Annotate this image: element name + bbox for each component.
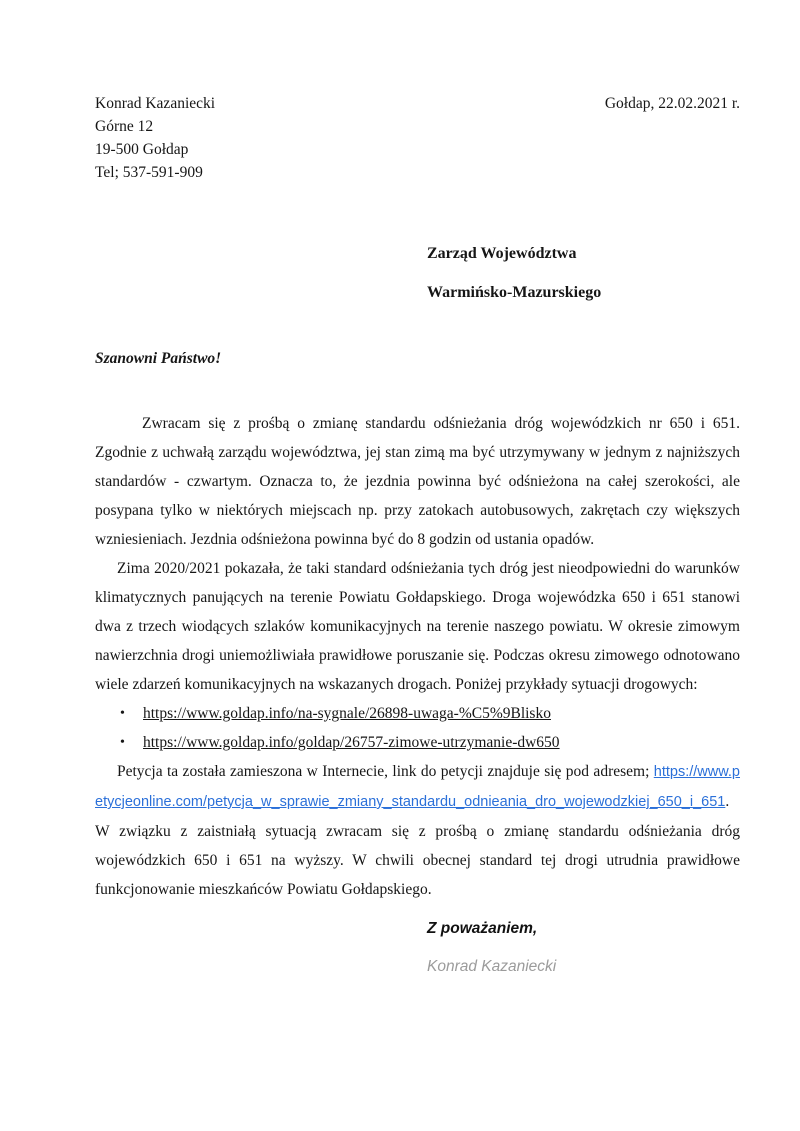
paragraph-3 — [95, 757, 740, 904]
goldap-news-link-2[interactable]: https://www.goldap.info/goldap/26757-zimowe-utrzymanie-dw650 — [143, 734, 560, 751]
bullet-item-2 — [95, 728, 740, 757]
letter-body — [95, 409, 740, 904]
recipient-line1: Zarząd Województwa — [427, 245, 577, 262]
bullet-icon: • — [120, 735, 125, 750]
sender-name: Konrad Kazaniecki — [95, 95, 216, 112]
sender-address-line1: Górne 12 — [95, 118, 154, 135]
paragraph-1: Zwracam się z prośbą o zmianę standardu odśnieżania dróg wojewódzkich nr 650 i 651. Zgodnie z uchwałą zarządu województwa, jej stan zimą ma być utrzymywany w jednym z najniższych standardów - czwartym. Oznacza to, że jezdnia powinna być odśnieżona na całej szerokości, ale posypana tylko w niektórych miejscach np. przy zatokach autobusowych, zakrętach czy większych wzniesieniach. Jezdnia odśnieżona powinna być do 8 godzin od ustania opadów. — [95, 415, 740, 548]
sender-address-line2: 19-500 Gołdap — [95, 141, 189, 158]
goldap-news-link-1[interactable]: https://www.goldap.info/na-sygnale/26898-uwaga-%C5%9Blisko — [143, 705, 551, 722]
paragraph-3-after-link: . W związku z zaistniałą sytuacją zwracam się z prośbą o zmianę standardu odśnieżania dróg wojewódzkich 650 i 651 na wyższy. W chwili obecnej standard tej drogi utrudnia prawidłowe funkcjonowanie mieszkańców Powiatu Gołdapskiego. — [95, 793, 740, 898]
sender-block — [95, 92, 215, 184]
date-line: Gołdap, 22.02.2021 r. — [604, 95, 740, 112]
recipient-line2: Warmińsko-Mazurskiego — [427, 284, 602, 301]
signature-name: Konrad Kazaniecki — [427, 958, 557, 975]
bullet-icon: • — [120, 706, 125, 721]
closing-block — [427, 914, 740, 981]
petition-online-link[interactable]: https://www.petycjeonline.com/petycja_w_sprawie_zmiany_standardu_odnieania_dro_wojewodzkiej_650_i_651 — [95, 764, 740, 810]
bullet-item-1 — [95, 699, 740, 728]
letter-header — [95, 92, 740, 184]
paragraph-2: Zima 2020/2021 pokazała, że taki standard odśnieżania tych dróg jest nieodpowiedni do warunków klimatycznych panujących na terenie Powiatu Gołdapskiego. Droga wojewódzka 650 i 651 stanowi dwa z trzech wiodących szlaków komunikacyjnych na terenie naszego powiatu. W okresie zimowym nawierzchnia drogi uniemożliwiała prawidłowe poruszanie się. Podczas okresu zimowego odnotowano wiele zdarzeń komunikacyjnych na wskazanych drogach. Poniżej przykłady sytuacji drogowych: — [95, 560, 740, 693]
recipient-block — [427, 234, 740, 312]
paragraph-3-before-link: Petycja ta została zamieszona w Internecie, link do petycji znajduje się pod adresem; — [117, 763, 654, 780]
closing-phrase: Z poważaniem, — [427, 920, 538, 937]
sender-phone: Tel; 537-591-909 — [95, 164, 203, 181]
salutation: Szanowni Państwo! — [95, 350, 222, 367]
